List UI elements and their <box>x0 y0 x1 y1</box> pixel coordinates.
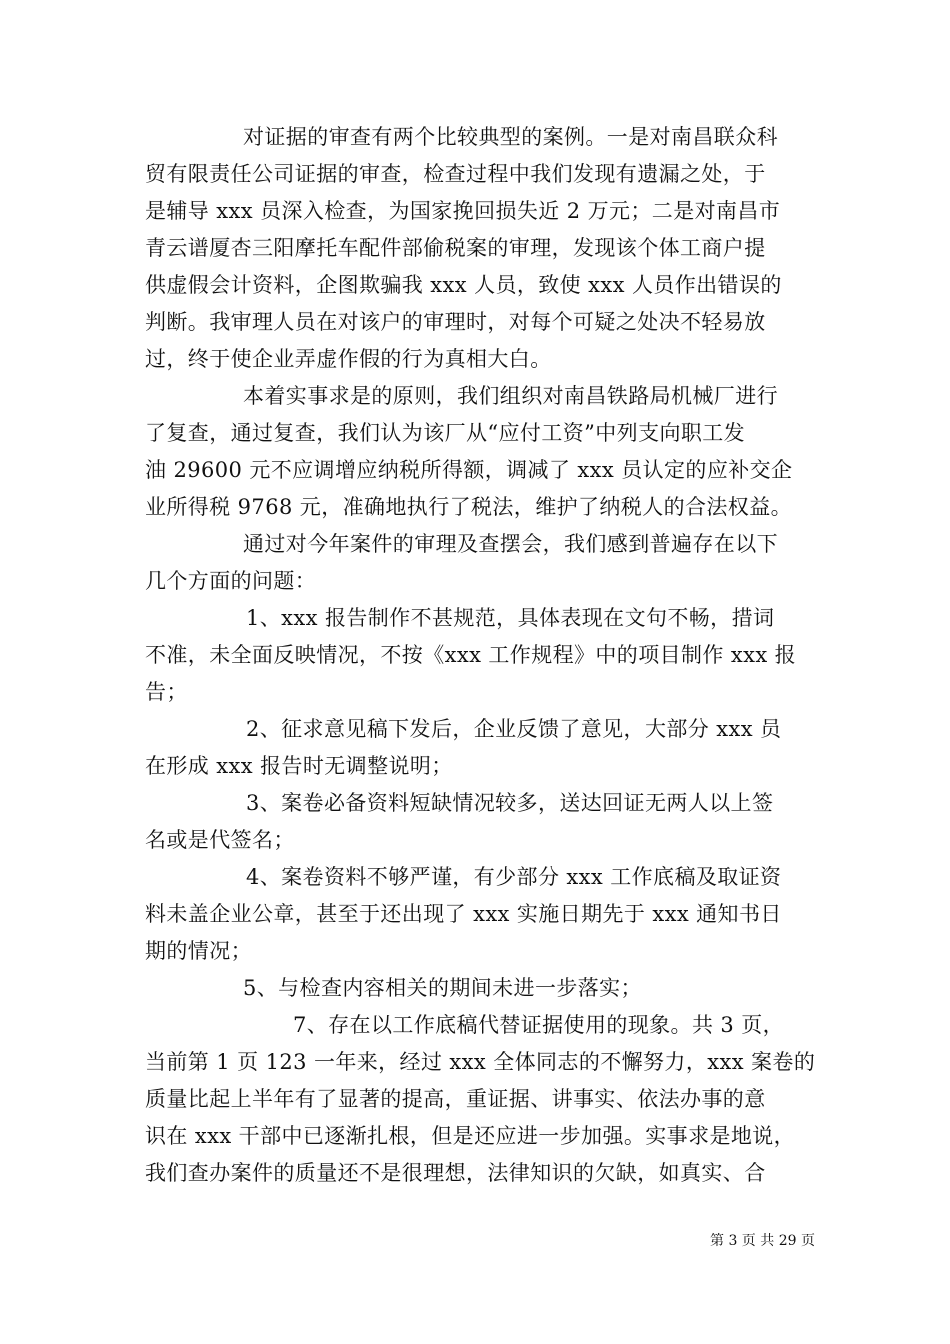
text-line: 是辅导 xxx 员深入检查，为国家挽回损失近 2 万元；二是对南昌市 <box>145 199 781 223</box>
text-line: 不准，未全面反映情况，不按《xxx 工作规程》中的项目制作 xxx 报 <box>145 643 797 667</box>
text-line: 判断。我审理人员在对该户的审理时，对每个可疑之处决不轻易放 <box>145 310 766 334</box>
text-line: 过，终于使企业弄虚作假的行为真相大白。 <box>145 347 552 371</box>
text-line: 几个方面的问题： <box>145 569 317 593</box>
text-line: 期的情况； <box>145 939 252 963</box>
text-line: 了复查，通过复查，我们认为该厂从“应付工资”中列支向职工发 <box>145 421 746 445</box>
page-number: 第 3 页 共 29 页 <box>710 1233 815 1249</box>
text-line: 业所得税 9768 元，准确地执行了税法，维护了纳税人的合法权益。 <box>145 495 792 519</box>
list-item-7: 7、存在以工作底稿代替证据使用的现象。共 3 页， <box>293 1013 785 1037</box>
text-line: 告； <box>145 680 188 704</box>
text-line: 油 29600 元不应调增应纳税所得额，调减了 xxx 员认定的应补交企 <box>145 458 793 482</box>
text-line: 质量比起上半年有了显著的提高，重证据、讲事实、依法办事的意 <box>145 1087 766 1111</box>
list-item-4: 4、案卷资料不够严谨，有少部分 xxx 工作底稿及取证资 <box>246 865 782 889</box>
text-line: 识在 xxx 干部中已逐渐扎根，但是还应进一步加强。实事求是地说， <box>145 1124 796 1148</box>
text-line: 本着实事求是的原则，我们组织对南昌铁路局机械厂进行 <box>243 384 778 408</box>
text-line: 当前第 1 页 123 一年来，经过 xxx 全体同志的不懈努力，xxx 案卷的 <box>145 1050 816 1074</box>
list-item-2: 2、征求意见稿下发后，企业反馈了意见，大部分 xxx 员 <box>246 717 782 741</box>
text-line: 对证据的审查有两个比较典型的案例。一是对南昌联众科 <box>243 125 778 149</box>
text-line: 名或是代签名； <box>145 828 295 852</box>
text-line: 通过对今年案件的审理及查摆会，我们感到普遍存在以下 <box>243 532 778 556</box>
list-item-1: 1、xxx 报告制作不甚规范，具体表现在文句不畅，措词 <box>246 606 775 630</box>
list-item-5: 5、与检查内容相关的期间未进一步落实； <box>243 976 642 1000</box>
text-line: 供虚假会计资料，企图欺骗我 xxx 人员，致使 xxx 人员作出错误的 <box>145 273 782 297</box>
text-line: 在形成 xxx 报告时无调整说明； <box>145 754 453 778</box>
text-line: 料未盖企业公章，甚至于还出现了 xxx 实施日期先于 xxx 通知书日 <box>145 902 782 926</box>
list-item-3: 3、案卷必备资料短缺情况较多，送达回证无两人以上签 <box>246 791 774 815</box>
text-line: 我们查办案件的质量还不是很理想，法律知识的欠缺，如真实、合 <box>145 1161 766 1185</box>
text-line: 贸有限责任公司证据的审查，检查过程中我们发现有遗漏之处，于 <box>145 162 766 186</box>
text-line: 青云谱厦杏三阳摩托车配件部偷税案的审理，发现该个体工商户提 <box>145 236 766 260</box>
